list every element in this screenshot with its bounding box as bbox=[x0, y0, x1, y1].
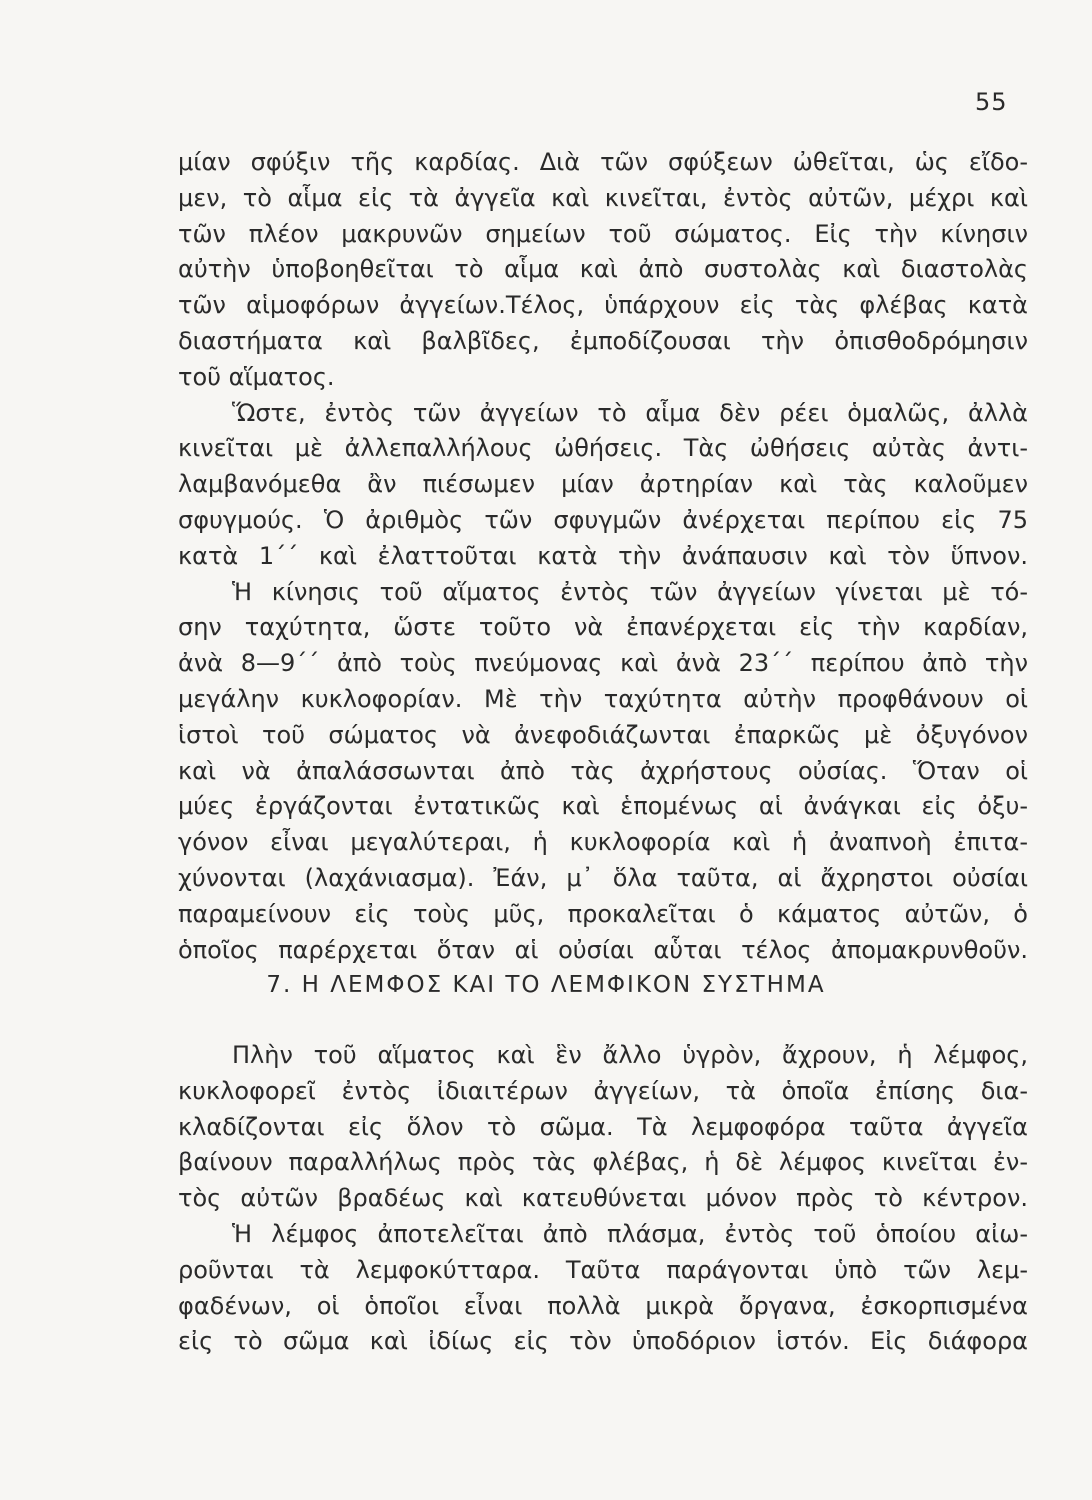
text-line: μεν, τὸ αἷμα εἰς τὰ ἀγγεῖα καὶ κινεῖται, ἐντὸς αὐτῶν, μέχρι καὶ bbox=[178, 183, 1028, 212]
text-line: χύνονται (λαχάνιασμα). Ἐάν, μ᾽ ὅλα ταῦτα, αἱ ἄχρηστοι οὐσίαι bbox=[178, 863, 1028, 892]
text-line: Ἡ λέμφος ἀποτελεῖται ἀπὸ πλάσμα, ἐντὸς τοῦ ὁποίου αἰω- bbox=[232, 1219, 1028, 1248]
text-line: Πλὴν τοῦ αἵματος καὶ ἓν ἄλλο ὑγρὸν, ἄχρουν, ἡ λέμφος, bbox=[232, 1041, 1028, 1069]
text-line: κυκλοφορεῖ ἐντὸς ἰδιαιτέρων ἀγγείων, τὰ ὁποῖα ἐπίσης δια- bbox=[178, 1076, 1028, 1105]
page-number: 55 bbox=[975, 88, 1008, 116]
text-line: ὁποῖος παρέρχεται ὅταν αἱ οὐσίαι αὗται τέλος ἀπομακρυνθοῦν. bbox=[178, 935, 1028, 964]
text-line: κινεῖται μὲ ἀλλεπαλλήλους ὠθήσεις. Τὰς ὠθήσεις αὐτὰς ἀντι- bbox=[178, 434, 1028, 463]
text-line: ἀνὰ 8—9΄΄ ἀπὸ τοὺς πνεύμονας καὶ ἀνὰ 23΄΄ περίπου ἀπὸ τὴν bbox=[178, 649, 1028, 678]
text-line: τῶν αἱμοφόρων ἀγγείων.Τέλος, ὑπάρχουν εἰς τὰς φλέβας κατὰ bbox=[178, 291, 1028, 320]
text-line: ἱστοὶ τοῦ σώματος νὰ ἀνεφοδιάζωνται ἐπαρκῶς μὲ ὀξυγόνον bbox=[178, 720, 1028, 749]
text-line: τῶν πλέον μακρυνῶν σημείων τοῦ σώματος. Εἰς τὴν κίνησιν bbox=[178, 219, 1028, 248]
body-text-section-1 bbox=[178, 145, 1028, 968]
text-line: κατὰ 1΄΄ καὶ ἐλαττοῦται κατὰ τὴν ἀνάπαυσιν καὶ τὸν ὕπνον. bbox=[178, 541, 1028, 570]
text-line: μίαν σφύξιν τῆς καρδίας. Διὰ τῶν σφύξεων ὠθεῖται, ὡς εἴδο- bbox=[178, 148, 1028, 176]
text-line: κλαδίζονται εἰς ὅλον τὸ σῶμα. Τὰ λεμφοφόρα ταῦτα ἀγγεῖα bbox=[178, 1112, 1028, 1141]
text-line: μύες ἐργάζονται ἐντατικῶς καὶ ἑπομένως αἱ ἀνάγκαι εἰς ὀξυ- bbox=[178, 792, 1028, 821]
text-line: εἰς τὸ σῶμα καὶ ἰδίως εἰς τὸν ὑποδόριον ἱστόν. Εἰς διάφορα bbox=[178, 1327, 1028, 1356]
body-text-section-2 bbox=[178, 1038, 1028, 1360]
text-line: τὸς αὐτῶν βραδέως καὶ κατευθύνεται μόνον πρὸς τὸ κέντρον. bbox=[178, 1184, 1028, 1213]
text-line: Ὥστε, ἐντὸς τῶν ἀγγείων τὸ αἷμα δὲν ρέει ὁμαλῶς, ἀλλὰ bbox=[232, 398, 1028, 427]
text-line: αὐτὴν ὑποβοηθεῖται τὸ αἷμα καὶ ἀπὸ συστολὰς καὶ διαστολὰς bbox=[178, 255, 1028, 284]
text-line: σφυγμούς. Ὁ ἀριθμὸς τῶν σφυγμῶν ἀνέρχεται περίπου εἰς 75 bbox=[178, 505, 1028, 534]
text-line: καὶ νὰ ἀπαλάσσωνται ἀπὸ τὰς ἀχρήστους οὐσίας. Ὅταν οἱ bbox=[178, 756, 1028, 785]
text-line: διαστήματα καὶ βαλβῖδες, ἐμποδίζουσαι τὴν ὀπισθοδρόμησιν bbox=[178, 326, 1028, 355]
text-line: τοῦ αἵματος. bbox=[178, 362, 335, 391]
text-line: λαμβανόμεθα ἂν πιέσωμεν μίαν ἀρτηρίαν καὶ τὰς καλοῦμεν bbox=[178, 470, 1028, 499]
section-heading: 7. Η ΛΕΜΦΟΣ ΚΑΙ ΤΟ ΛΕΜΦΙΚΟΝ ΣΥΣΤΗΜΑ bbox=[266, 972, 826, 998]
text-line: ροῦνται τὰ λεμφοκύτταρα. Ταῦτα παράγονται ὑπὸ τῶν λεμ- bbox=[178, 1255, 1028, 1284]
text-line: βαίνουν παραλλήλως πρὸς τὰς φλέβας, ἡ δὲ λέμφος κινεῖται ἐν- bbox=[178, 1148, 1028, 1177]
text-line: φαδένων, οἱ ὁποῖοι εἶναι πολλὰ μικρὰ ὄργανα, ἐσκορπισμένα bbox=[178, 1291, 1028, 1320]
text-line: σην ταχύτητα, ὥστε τοῦτο νὰ ἐπανέρχεται εἰς τὴν καρδίαν, bbox=[178, 613, 1028, 642]
text-line: γόνον εἶναι μεγαλύτεραι, ἡ κυκλοφορία καὶ ἡ ἀναπνοὴ ἐπιτα- bbox=[178, 828, 1028, 857]
text-line: μεγάλην κυκλοφορίαν. Μὲ τὴν ταχύτητα αὐτὴν προφθάνουν οἱ bbox=[178, 684, 1028, 713]
text-line: παραμείνουν εἰς τοὺς μῦς, προκαλεῖται ὁ κάματος αὐτῶν, ὁ bbox=[178, 899, 1028, 928]
text-line: Ἡ κίνησις τοῦ αἵματος ἐντὸς τῶν ἀγγείων γίνεται μὲ τό- bbox=[232, 577, 1028, 606]
